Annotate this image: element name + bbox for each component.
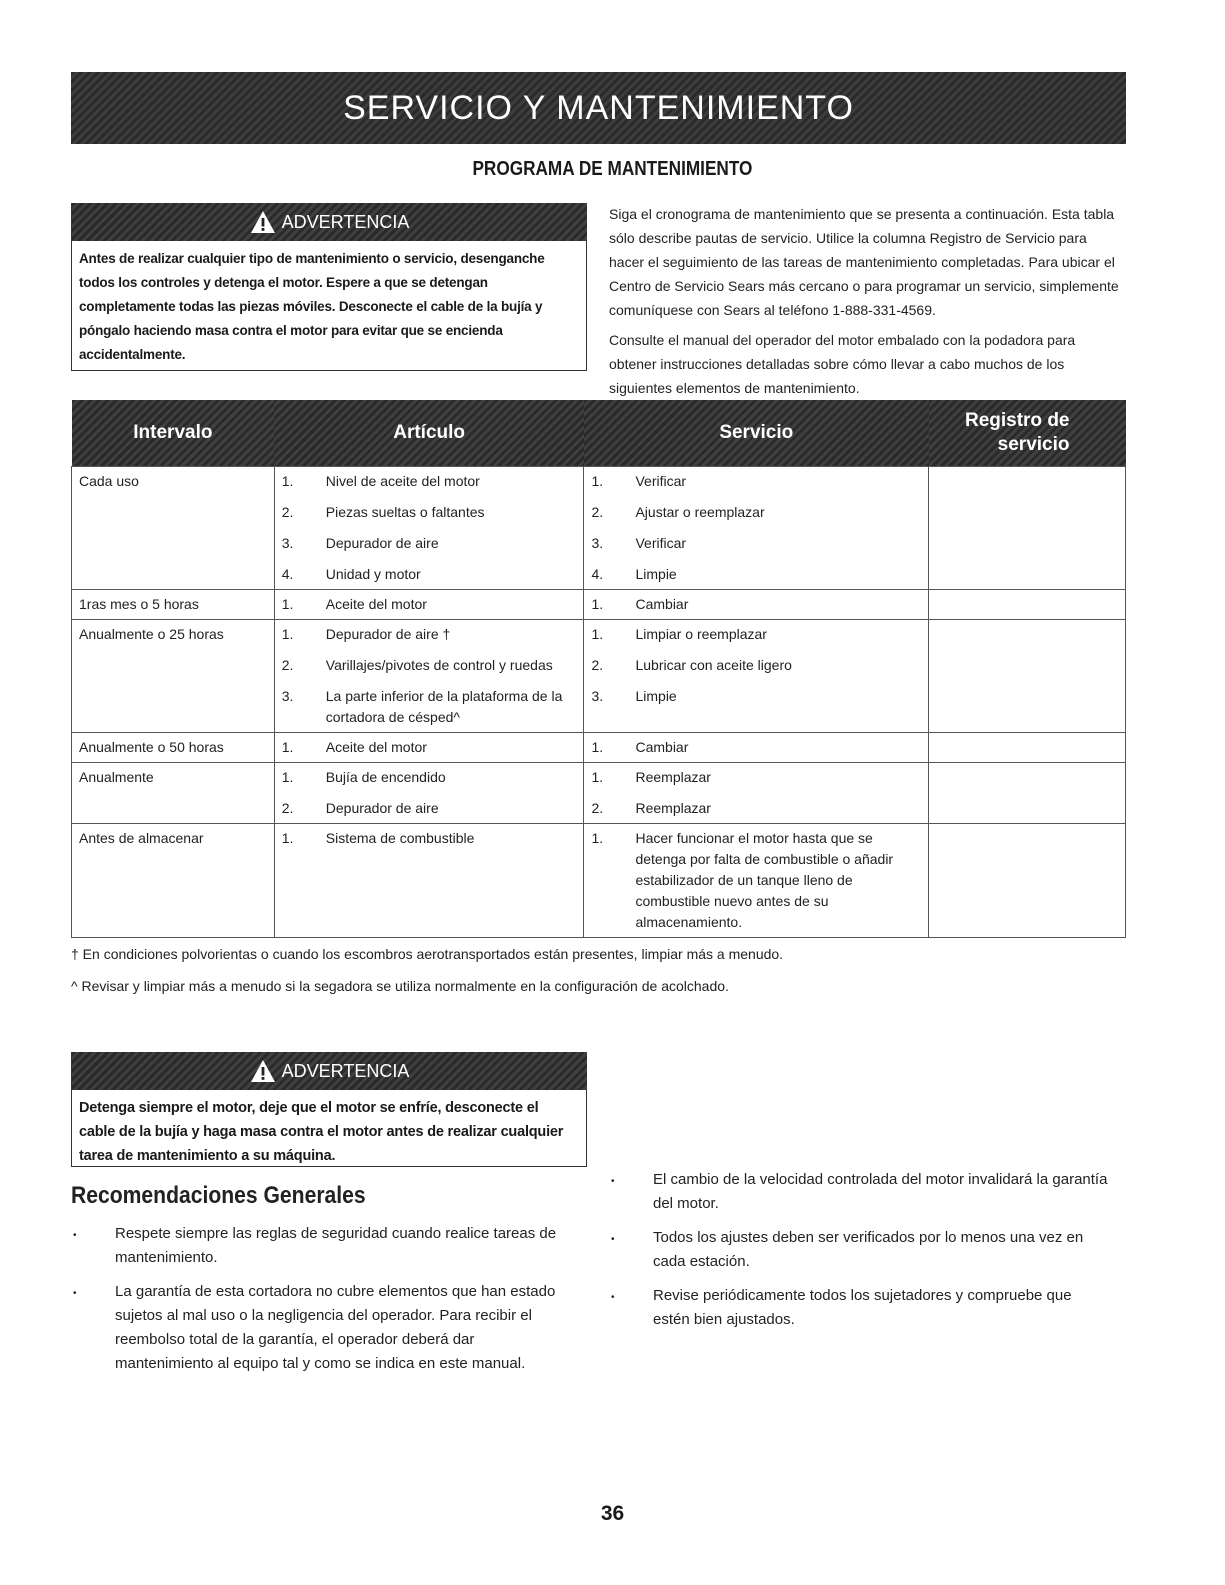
service-cell	[584, 823, 929, 937]
intro-paragraph: Consulte el manual del operador del motor embalado con la podadora para obtener instrucciones detalladas sobre cómo llevar a cabo muchos de los siguientes elementos de mantenimiento.	[609, 332, 1076, 396]
warning-text: Detenga siempre el motor, deje que el motor se enfríe, desconecte el cable de la bujía y haga masa contra el motor antes de realizar cualquier tarea de mantenimiento a su máquina.	[79, 1100, 564, 1164]
list-item: • Respete siempre las reglas de seguridad cuando realice tareas de mantenimiento.	[71, 1222, 571, 1270]
item-number: 1.	[281, 768, 294, 785]
list-item	[282, 502, 576, 523]
item-number: 1.	[591, 472, 604, 489]
item-text: Verificar	[635, 472, 687, 489]
header-servicio: Servicio	[584, 400, 929, 466]
schedule-title: PROGRAMA DE MANTENIMIENTO	[472, 158, 753, 180]
footnote-dagger: † En condiciones polvorientas o cuando los escombros aerotransportados están presentes, limpiar más a menudo.	[71, 946, 784, 962]
service-record-cell	[929, 466, 1126, 589]
table-row	[72, 619, 1126, 732]
section-banner	[71, 72, 1126, 144]
item-text: Cambiar	[635, 595, 689, 612]
list-item	[282, 594, 576, 615]
footnote-caret: ^ Revisar y limpiar más a menudo si la segadora se utiliza normalmente en la configuración de acolchado.	[71, 978, 729, 994]
header-intervalo: Intervalo	[72, 400, 275, 466]
list-item	[591, 533, 920, 554]
maintenance-schedule-table	[71, 400, 1126, 938]
list-item: • El cambio de la velocidad controlada del motor invalidará la garantía del motor.	[609, 1168, 1109, 1216]
item-number: 1.	[591, 829, 604, 846]
item-text: Limpiar o reemplazar	[635, 625, 767, 642]
item-number: 2.	[281, 503, 294, 520]
item-number: 2.	[591, 656, 604, 673]
header-registro: Registro de servicio	[929, 400, 1126, 466]
item-number: 4.	[591, 565, 604, 582]
warning-box-top	[71, 203, 587, 371]
header-articulo: Artículo	[274, 400, 584, 466]
list-item	[282, 533, 576, 554]
item-text: Verificar	[635, 534, 687, 551]
service-cell	[584, 762, 929, 823]
interval-cell: 1ras mes o 5 horas	[72, 589, 275, 619]
item-text: Limpie	[635, 565, 677, 582]
item-number: 2.	[281, 656, 294, 673]
item-text: Depurador de aire †	[325, 625, 451, 642]
service-cell	[584, 466, 929, 589]
list-item	[282, 737, 576, 758]
item-text: Reemplazar	[635, 799, 711, 816]
item-text: Limpie	[635, 687, 677, 704]
list-item	[282, 767, 576, 788]
list-item	[282, 798, 576, 819]
table-row	[72, 466, 1126, 589]
warning-label: ADVERTENCIA	[281, 211, 410, 232]
list-item	[282, 655, 576, 676]
item-text: Nivel de aceite del motor	[325, 472, 480, 489]
item-number: 2.	[281, 799, 294, 816]
table-row	[72, 762, 1126, 823]
item-cell	[274, 619, 584, 732]
item-cell	[274, 823, 584, 937]
service-record-cell	[929, 589, 1126, 619]
list-item: • Revise periódicamente todos los sujetadores y compruebe que estén bien ajustados.	[609, 1284, 1109, 1332]
service-record-cell	[929, 732, 1126, 762]
warning-label: ADVERTENCIA	[281, 1060, 410, 1081]
item-text: Unidad y motor	[325, 565, 421, 582]
item-number: 3.	[281, 687, 294, 704]
list-item	[591, 502, 920, 523]
item-text: Varillajes/pivotes de control y ruedas	[325, 656, 553, 673]
item-text: Ajustar o reemplazar	[635, 503, 765, 520]
item-cell	[274, 762, 584, 823]
interval-cell: Anualmente o 25 horas	[72, 619, 275, 732]
table-row	[72, 589, 1126, 619]
intro-paragraph: Siga el cronograma de mantenimiento que se presenta a continuación. Esta tabla sólo describe pautas de servicio. Utilice la columna Registro de Servicio para hacer el seguimiento de las tareas de mantenimiento completadas. Para ubicar el Centro de Servicio Sears más cercano o para programar un servicio, simplemente comuníquese con Sears al teléfono 1-888-331-4569.	[609, 206, 1119, 318]
item-number: 3.	[591, 534, 604, 551]
item-cell	[274, 589, 584, 619]
recommendations-list-left	[71, 1222, 571, 1386]
recommendations-title: Recomendaciones Generales	[71, 1182, 366, 1209]
service-cell	[584, 619, 929, 732]
list-item	[591, 624, 920, 645]
interval-cell: Anualmente o 50 horas	[72, 732, 275, 762]
item-number: 1.	[281, 625, 294, 642]
item-text: Sistema de combustible	[325, 829, 475, 846]
interval-cell: Anualmente	[72, 762, 275, 823]
warning-box-bottom	[71, 1052, 587, 1167]
item-number: 1.	[281, 472, 294, 489]
item-number: 2.	[591, 503, 604, 520]
interval-cell: Antes de almacenar	[72, 823, 275, 937]
list-item: • Todos los ajustes deben ser verificados por lo menos una vez en cada estación.	[609, 1226, 1109, 1274]
item-text: Bujía de encendido	[325, 768, 446, 785]
item-number: 2.	[591, 799, 604, 816]
list-item	[282, 828, 576, 849]
list-item	[591, 686, 920, 707]
warning-text: Antes de realizar cualquier tipo de mantenimiento o servicio, desenganche todos los controles y detenga el motor. Espere a que se detengan completamente todas las piezas móviles. Desconecte el cable de la bujía y póngalo haciendo masa contra el motor para evitar que se encienda accidentalmente.	[79, 251, 545, 362]
service-record-cell	[929, 762, 1126, 823]
item-number: 1.	[591, 595, 604, 612]
item-text: Depurador de aire	[325, 534, 439, 551]
warning-triangle-icon	[250, 1059, 276, 1083]
item-number: 3.	[591, 687, 604, 704]
list-item	[591, 564, 920, 585]
item-text: Hacer funcionar el motor hasta que se detenga por falta de combustible o añadir estabilizador de un tanque lleno de combustible nuevo antes de su almacenamiento.	[635, 829, 894, 930]
item-cell	[274, 732, 584, 762]
list-item	[591, 828, 920, 933]
item-number: 1.	[281, 738, 294, 755]
service-record-cell	[929, 823, 1126, 937]
item-text: Aceite del motor	[325, 595, 427, 612]
item-number: 1.	[281, 829, 294, 846]
list-item	[591, 798, 920, 819]
service-cell	[584, 732, 929, 762]
warning-triangle-icon	[250, 210, 276, 234]
item-number: 1.	[591, 768, 604, 785]
item-number: 3.	[281, 534, 294, 551]
item-text: Aceite del motor	[325, 738, 427, 755]
list-item	[591, 655, 920, 676]
service-cell	[584, 589, 929, 619]
item-cell	[274, 466, 584, 589]
list-item	[282, 624, 576, 645]
service-record-cell	[929, 619, 1126, 732]
item-text: Depurador de aire	[325, 799, 439, 816]
item-text: Lubricar con aceite ligero	[635, 656, 792, 673]
interval-cell: Cada uso	[72, 466, 275, 589]
item-number: 1.	[591, 738, 604, 755]
list-item	[282, 686, 576, 728]
list-item	[591, 594, 920, 615]
intro-text	[609, 202, 1124, 406]
table-row	[72, 732, 1126, 762]
item-number: 1.	[281, 595, 294, 612]
list-item	[591, 767, 920, 788]
item-text: Reemplazar	[635, 768, 711, 785]
list-item	[591, 737, 920, 758]
item-text: Cambiar	[635, 738, 689, 755]
item-text: La parte inferior de la plataforma de la cortadora de césped^	[325, 687, 563, 725]
section-title: SERVICIO Y MANTENIMIENTO	[343, 88, 854, 127]
warning-header	[72, 1052, 587, 1090]
list-item	[282, 564, 576, 585]
recommendations-list-right	[609, 1168, 1109, 1342]
table-row	[72, 823, 1126, 937]
item-number: 4.	[281, 565, 294, 582]
warning-header	[72, 203, 587, 241]
list-item	[591, 471, 920, 492]
item-number: 1.	[591, 625, 604, 642]
item-text: Piezas sueltas o faltantes	[325, 503, 485, 520]
page-number: 36	[600, 1502, 625, 1525]
list-item	[282, 471, 576, 492]
list-item: • La garantía de esta cortadora no cubre elementos que han estado sujetos al mal uso o la negligencia del operador. Para recibir el reembolso total de la garantía, el operador deberá dar mantenimiento al equipo tal y como se indica en este manual.	[71, 1280, 571, 1376]
